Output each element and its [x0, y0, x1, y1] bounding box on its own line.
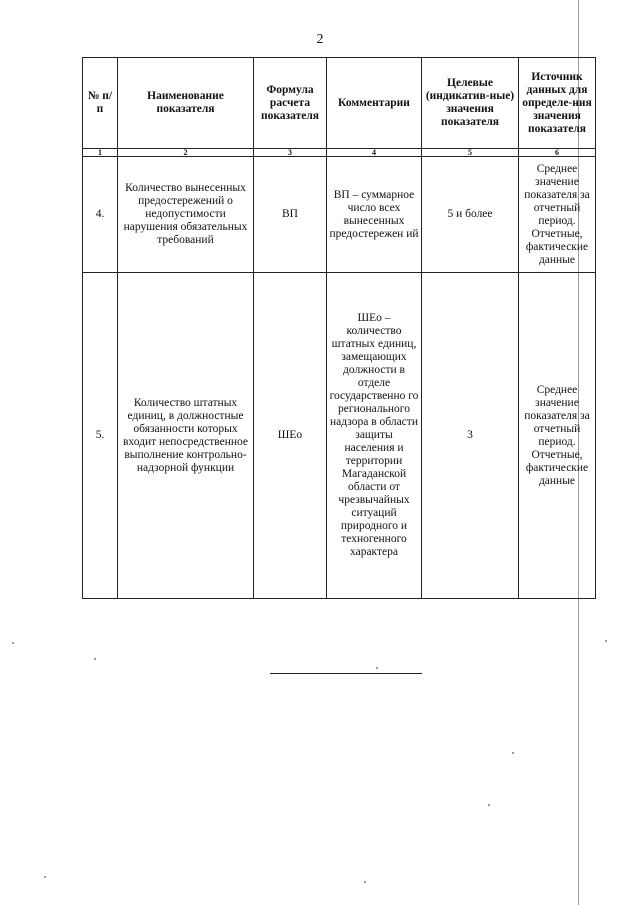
scan-speck — [376, 667, 378, 669]
column-number: 1 — [83, 149, 118, 157]
header-num: № п/п — [83, 58, 118, 149]
page-number: 2 — [316, 32, 324, 47]
row-number: 4. — [83, 157, 118, 273]
table-row — [83, 273, 596, 599]
indicator-formula: ВП — [254, 157, 327, 273]
column-number: 4 — [327, 149, 422, 157]
column-number: 6 — [519, 149, 596, 157]
indicator-source: Среднее значение показателя за отчетный период. Отчетные, фактические данные — [519, 273, 596, 599]
scan-speck — [488, 804, 490, 806]
indicator-source: Среднее значение показателя за отчетный период. Отчетные, фактические данные — [519, 157, 596, 273]
scan-speck — [12, 642, 14, 644]
indicator-target: 5 и более — [422, 157, 519, 273]
scan-speck — [94, 658, 96, 660]
table-header-row — [83, 58, 596, 149]
header-source: Источник данных для определе-ния значения показателя — [519, 58, 596, 149]
scan-speck — [605, 640, 607, 642]
scan-speck — [364, 881, 366, 883]
scan-speck — [512, 752, 514, 754]
table-row — [83, 157, 596, 273]
indicator-comment: ШЕо – количество штатных единиц, замещающих должности в отделе государственно го регионального надзора в области защиты населения и территории Магаданской области от чрезвычайных ситуаций природного и техногенного характера — [327, 273, 422, 599]
indicators-table — [82, 57, 596, 599]
header-name: Наименование показателя — [118, 58, 254, 149]
scan-speck — [44, 876, 46, 878]
indicator-comment: ВП – суммарное число всех вынесенных предостережен ий — [327, 157, 422, 273]
header-formula: Формула расчета показателя — [254, 58, 327, 149]
column-number: 3 — [254, 149, 327, 157]
indicator-name: Количество вынесенных предостережений о недопустимости нарушения обязательных требований — [118, 157, 254, 273]
indicator-formula: ШЕо — [254, 273, 327, 599]
column-number-row — [83, 149, 596, 157]
column-number: 5 — [422, 149, 519, 157]
closing-rule — [270, 673, 422, 674]
column-number: 2 — [118, 149, 254, 157]
indicator-target: 3 — [422, 273, 519, 599]
row-number: 5. — [83, 273, 118, 599]
header-target: Целевые (индикатив-ные) значения показателя — [422, 58, 519, 149]
header-comment: Комментарии — [327, 58, 422, 149]
indicator-name: Количество штатных единиц, в должностные обязанности которых входит непосредственное выполнение контрольно-надзорной функции — [118, 273, 254, 599]
